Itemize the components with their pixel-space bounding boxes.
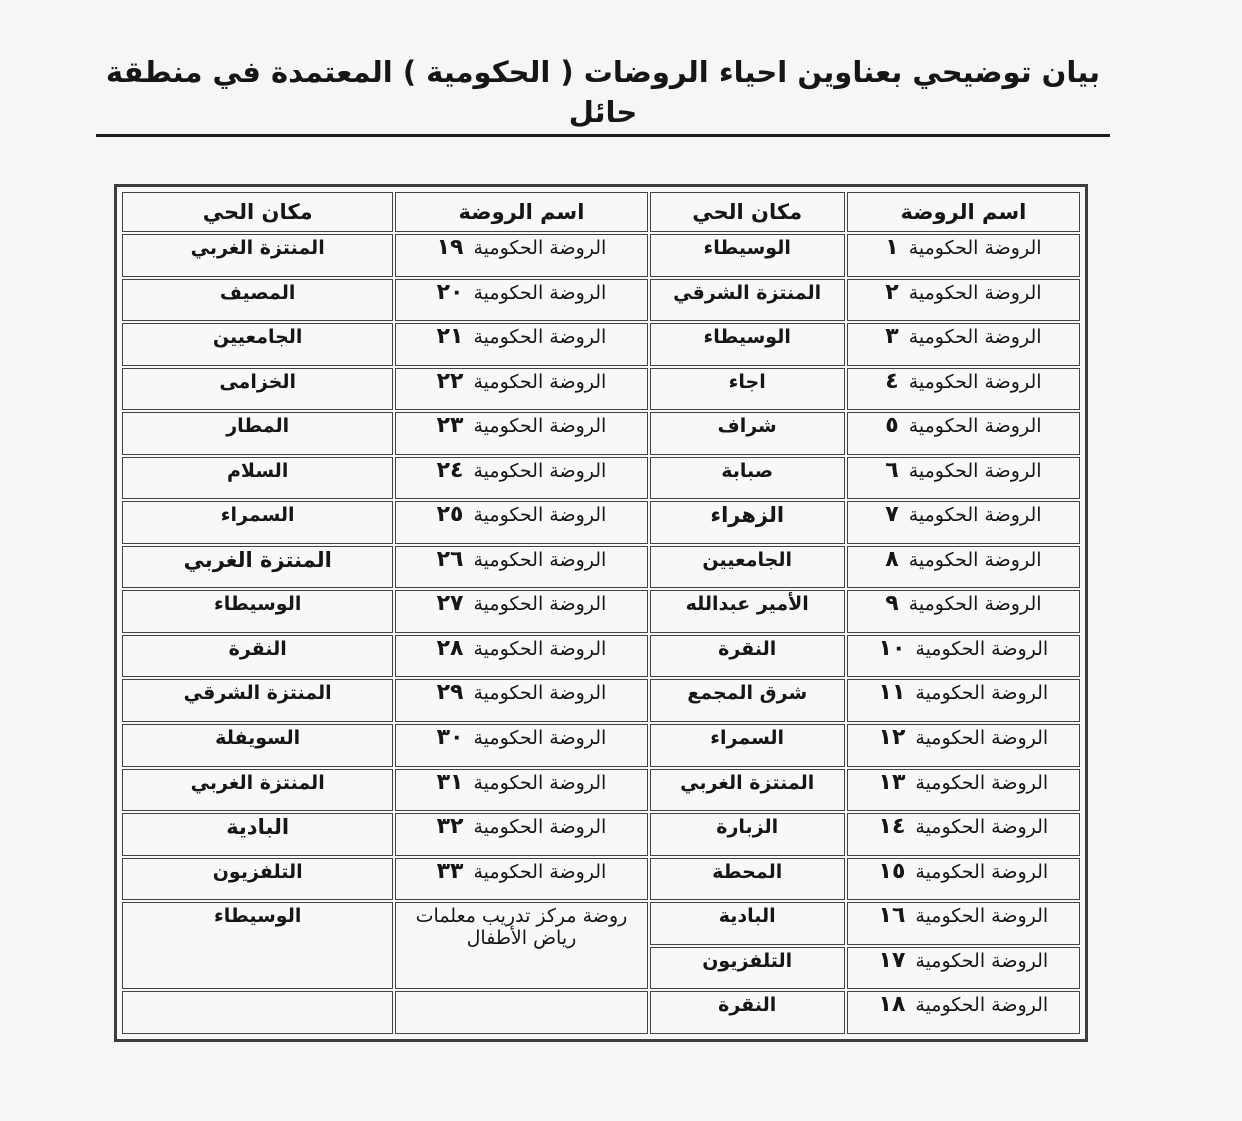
kindergarten-number: ٢٠ <box>436 279 464 305</box>
page-title: بيان توضيحي بعناوين احياء الروضات ( الحكومية ) المعتمدة في منطقة حائل <box>96 52 1110 137</box>
kindergarten-name-label: الروضة الحكومية <box>473 860 607 883</box>
kindergarten-number: ١٧ <box>878 947 906 973</box>
kindergarten-name-cell <box>395 368 647 411</box>
kindergarten-name-cell <box>395 412 647 455</box>
district-cell: شراف <box>650 412 845 455</box>
district-cell: البادية <box>650 902 845 945</box>
table-row <box>122 546 1080 589</box>
kindergarten-name-label: الروضة الحكومية <box>915 727 1049 750</box>
district-cell: البادية <box>122 813 393 856</box>
kindergarten-name-label: الروضة الحكومية <box>473 326 607 349</box>
kindergarten-name-label: الروضة الحكومية <box>908 326 1042 349</box>
kindergarten-name-label: الروضة الحكومية <box>473 682 607 705</box>
kindergarten-number: ٢٨ <box>436 635 464 661</box>
table-row <box>122 323 1080 366</box>
kindergarten-number: ٣٣ <box>436 858 464 884</box>
header-district-location-2: مكان الحي <box>122 192 393 232</box>
district-cell: الجامعيين <box>122 323 393 366</box>
table-row <box>122 501 1080 544</box>
kindergarten-number: ٢٩ <box>436 680 464 706</box>
table-row <box>122 679 1080 722</box>
kindergarten-name-cell <box>847 769 1080 812</box>
kindergarten-number: ٣٠ <box>436 725 464 751</box>
kindergarten-name-label: الروضة الحكومية <box>473 415 607 438</box>
header-kindergarten-name: اسم الروضة <box>847 192 1080 232</box>
kindergarten-number: ١٣ <box>878 769 906 795</box>
district-cell: الزبارة <box>650 813 845 856</box>
kindergarten-number: ٩ <box>885 591 899 617</box>
kindergarten-name-cell <box>847 813 1080 856</box>
district-cell: المنتزة الشرقي <box>122 679 393 722</box>
kindergarten-number: ٢٦ <box>436 546 464 572</box>
kindergarten-number: ٨ <box>885 546 899 572</box>
district-cell: الوسيطاء <box>122 590 393 633</box>
header-kindergarten-name-2: اسم الروضة <box>395 192 647 232</box>
kindergarten-number: ٢٥ <box>436 502 464 528</box>
district-cell: صبابة <box>650 457 845 500</box>
district-cell: شرق المجمع <box>650 679 845 722</box>
kindergarten-number: ١٥ <box>878 858 906 884</box>
kindergarten-name-label: الروضة الحكومية <box>473 459 607 482</box>
table-row <box>122 858 1080 901</box>
kindergarten-number: ١٠ <box>878 635 906 661</box>
kindergarten-name-label: الروضة الحكومية <box>473 771 607 794</box>
kindergarten-number: ٢٤ <box>436 457 464 483</box>
kindergarten-name-cell <box>847 858 1080 901</box>
kindergarten-number: ٧ <box>885 502 899 528</box>
kindergarten-number: ٢١ <box>436 324 464 350</box>
kindergarten-name-label: الروضة الحكومية <box>915 771 1049 794</box>
kindergarten-name-cell <box>847 412 1080 455</box>
kindergarten-name-label: الروضة الحكومية <box>473 548 607 571</box>
kindergarten-name-label: الروضة الحكومية <box>473 637 607 660</box>
kindergarten-name-label: الروضة الحكومية <box>915 860 1049 883</box>
district-cell: الأمير عبدالله <box>650 590 845 633</box>
kindergarten-name-label: الروضة الحكومية <box>915 637 1049 660</box>
kindergarten-number: ١٤ <box>878 814 906 840</box>
table-row <box>122 234 1080 277</box>
kindergarten-name-cell <box>395 858 647 901</box>
table-row <box>122 457 1080 500</box>
table-body <box>122 234 1080 1034</box>
district-cell: الزهراء <box>650 501 845 544</box>
kindergarten-number: ٢ <box>885 279 899 305</box>
kindergarten-name-cell <box>395 635 647 678</box>
kindergarten-name-label: الروضة الحكومية <box>473 727 607 750</box>
district-cell: الجامعيين <box>650 546 845 589</box>
table-row <box>122 724 1080 767</box>
district-cell: الخزامى <box>122 368 393 411</box>
kindergarten-name-label: الروضة الحكومية <box>908 459 1042 482</box>
kindergarten-name-cell <box>847 279 1080 322</box>
kindergarten-name-cell <box>847 679 1080 722</box>
kindergarten-name-label: الروضة الحكومية <box>908 370 1042 393</box>
kindergarten-name-label: الروضة الحكومية <box>908 415 1042 438</box>
kindergarten-name-cell <box>395 501 647 544</box>
district-cell: اجاء <box>650 368 845 411</box>
kindergarten-name-cell <box>847 902 1080 945</box>
kindergarten-number: ٢٣ <box>436 413 464 439</box>
empty-cell <box>122 991 393 1034</box>
empty-cell <box>395 991 647 1034</box>
kindergarten-name-label: الروضة الحكومية <box>908 593 1042 616</box>
table-row <box>122 902 1080 945</box>
kindergarten-name-cell <box>395 590 647 633</box>
district-cell: المنتزة الغربي <box>122 769 393 812</box>
kindergarten-name-label: الروضة الحكومية <box>915 682 1049 705</box>
table-row <box>122 412 1080 455</box>
kindergarten-name-label: الروضة الحكومية <box>473 281 607 304</box>
table-row <box>122 590 1080 633</box>
kindergarten-name-cell <box>395 724 647 767</box>
table-header-row <box>122 192 1080 232</box>
kindergarten-number: ٢٧ <box>436 591 464 617</box>
kindergarten-name-label: الروضة الحكومية <box>473 504 607 527</box>
kindergarten-name-label: الروضة الحكومية <box>908 504 1042 527</box>
district-cell: الوسيطاء <box>650 323 845 366</box>
district-cell: المحطة <box>650 858 845 901</box>
kindergarten-name-cell <box>847 947 1080 990</box>
kindergarten-number: ١٨ <box>878 992 906 1018</box>
kindergarten-name-label: الروضة الحكومية <box>908 237 1042 259</box>
table-row <box>122 769 1080 812</box>
table-row <box>122 991 1080 1034</box>
kindergarten-number: ١٩ <box>436 235 464 260</box>
kindergarten-number: ٥ <box>885 413 899 439</box>
kindergarten-name-cell <box>847 546 1080 589</box>
kindergarten-name-cell <box>847 590 1080 633</box>
district-cell: التلفزيون <box>650 947 845 990</box>
kindergarten-number: ٦ <box>885 457 899 483</box>
kindergarten-name-cell <box>847 323 1080 366</box>
district-cell: المنتزة الشرقي <box>650 279 845 322</box>
kindergarten-name-cell <box>847 991 1080 1034</box>
training-center-name-line-1: روضة مركز تدريب معلمات <box>415 905 628 928</box>
kindergarten-name-label: الروضة الحكومية <box>908 281 1042 304</box>
kindergarten-name-cell <box>395 679 647 722</box>
kindergarten-name-cell <box>847 635 1080 678</box>
kindergarten-name-cell <box>395 546 647 589</box>
kindergarten-name-cell <box>395 323 647 366</box>
kindergarten-name-cell <box>847 368 1080 411</box>
kindergarten-number: ١٢ <box>878 725 906 751</box>
kindergarten-name-label: الروضة الحكومية <box>915 949 1049 972</box>
table-row <box>122 813 1080 856</box>
kindergarten-number: ١١ <box>878 680 906 706</box>
training-center-name-cell <box>395 902 647 989</box>
kindergarten-name-cell <box>395 234 647 277</box>
kindergarten-number: ١٦ <box>878 903 906 929</box>
district-cell: الوسيطاء <box>122 902 393 989</box>
district-cell: المنتزة الغربي <box>650 769 845 812</box>
kindergarten-name-cell <box>395 457 647 500</box>
kindergarten-name-cell <box>395 769 647 812</box>
district-cell: المنتزة الغربي <box>122 546 393 589</box>
district-cell: النقرة <box>650 635 845 678</box>
kindergarten-number: ١ <box>885 235 899 260</box>
kindergarten-name-label: الروضة الحكومية <box>915 816 1049 839</box>
kindergarten-number: ٢٢ <box>436 368 464 394</box>
district-cell: السلام <box>122 457 393 500</box>
kindergarten-number: ٣ <box>885 324 899 350</box>
kindergarten-name-cell <box>395 279 647 322</box>
district-cell: السمراء <box>122 501 393 544</box>
district-cell: التلفزيون <box>122 858 393 901</box>
table-row <box>122 279 1080 322</box>
kindergarten-name-label: الروضة الحكومية <box>915 994 1049 1017</box>
kindergarten-name-cell <box>847 234 1080 277</box>
district-cell: النقرة <box>650 991 845 1034</box>
kindergarten-number: ٤ <box>885 368 899 394</box>
district-cell: الوسيطاء <box>650 234 845 277</box>
addresses-table <box>120 190 1082 1036</box>
table-row <box>122 635 1080 678</box>
kindergarten-name-label: الروضة الحكومية <box>473 816 607 839</box>
kindergarten-number: ٣٢ <box>436 814 464 840</box>
kindergarten-name-cell <box>847 724 1080 767</box>
kindergarten-name-label: الروضة الحكومية <box>908 548 1042 571</box>
training-center-name-line-2: رياض الأطفال <box>466 927 577 950</box>
kindergarten-name-label: الروضة الحكومية <box>473 370 607 393</box>
district-cell: السمراء <box>650 724 845 767</box>
header-district-location: مكان الحي <box>650 192 845 232</box>
district-cell: السويفلة <box>122 724 393 767</box>
kindergarten-name-label: الروضة الحكومية <box>473 237 607 259</box>
district-cell: المطار <box>122 412 393 455</box>
district-cell: النقرة <box>122 635 393 678</box>
kindergarten-name-label: الروضة الحكومية <box>473 593 607 616</box>
district-cell: المصيف <box>122 279 393 322</box>
table-row <box>122 368 1080 411</box>
kindergarten-name-cell <box>847 457 1080 500</box>
kindergarten-number: ٣١ <box>436 769 464 795</box>
table-frame <box>114 184 1088 1042</box>
kindergarten-name-cell <box>395 813 647 856</box>
kindergarten-name-label: الروضة الحكومية <box>915 905 1049 928</box>
district-cell: المنتزة الغربي <box>122 234 393 277</box>
kindergarten-name-cell <box>847 501 1080 544</box>
